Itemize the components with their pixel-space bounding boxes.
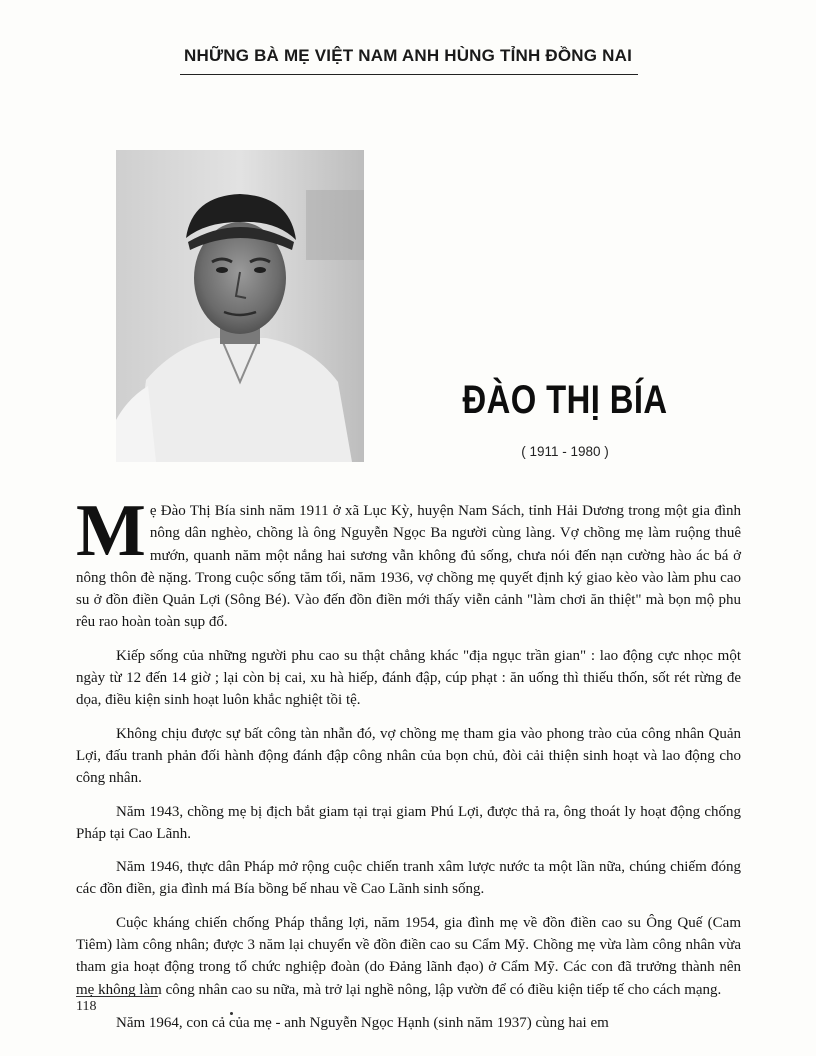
paragraph-text: ẹ Đào Thị Bía sinh năm 1911 ở xã Lục Kỳ, huyện Nam Sách, tỉnh Hải Dương trong một gia đình nông dân nghèo, chồng là ông Nguyễn Ngọc Ba người cùng làng. Vợ chồng mẹ làm ruộng thuê mướn, quanh năm một nắng hai sương vẫn không đủ sống, chưa nói đến nạn cường hào ác bá ở nông thôn đè nặng. Trong cuộc sống tăm tối, năm 1936, vợ chồng mẹ quyết định ký giao kèo vào làm phu cao su ở đồn điền Quản Lợi (Sông Bé). Vào đến đồn điền mới thấy viễn cảnh "làm chơi ăn thiệt" mà bọn mộ phu rêu rao hoàn toàn sụp đổ. — [76, 503, 741, 631]
paragraph — [76, 490, 741, 634]
article-body — [76, 490, 741, 1045]
scan-speck — [230, 1012, 233, 1015]
subject-name: ĐÀO THỊ BÍA — [462, 378, 668, 422]
portrait-photo — [116, 150, 364, 462]
paragraph: Cuộc kháng chiến chống Pháp thắng lợi, năm 1954, gia đình mẹ về đồn điền cao su Ông Quế (Cam Tiêm) làm công nhân; được 3 năm lại chuyển về đồn điền cao su Cẩm Mỹ. Chồng mẹ vừa làm công nhân vừa tham gia hoạt động trong tổ chức nghiệp đoàn (do Đảng lãnh đạo) ở Cẩm Mỹ. Các con đã trưởng thành nên mẹ không làm công nhân cao su nữa, mà trở lại nghề nông, lập vườn để có điều kiện tiếp tế cho cách mạng. — [76, 914, 741, 998]
paragraph: Năm 1964, con cả của mẹ - anh Nguyễn Ngọc Hạnh (sinh năm 1937) cùng hai em — [116, 1014, 609, 1031]
running-header: NHỮNG BÀ MẸ VIỆT NAM ANH HÙNG TỈNH ĐỒNG NAI — [183, 46, 632, 65]
page-number: 118 — [76, 999, 97, 1014]
header-rule — [180, 74, 638, 75]
drop-cap: M — [76, 490, 146, 572]
paragraph: Năm 1946, thực dân Pháp mở rộng cuộc chiến tranh xâm lược nước ta một lần nữa, chúng chiếm đóng các đồn điền, gia đình má Bía bồng bế nhau về Cao Lãnh sinh sống. — [76, 859, 741, 898]
footer-rule — [76, 996, 158, 997]
subject-years: ( 1911 - 1980 ) — [521, 444, 609, 459]
paragraph: Năm 1943, chồng mẹ bị địch bắt giam tại trại giam Phú Lợi, được thả ra, ông thoát ly hoạt động chống Pháp tại Cao Lãnh. — [76, 803, 741, 842]
paragraph: Kiếp sống của những người phu cao su thật chẳng khác "địa ngục trần gian" : lao động cực nhọc một ngày từ 12 đến 14 giờ ; lại còn bị cai, xu hà hiếp, đánh đập, cúp phạt : ăn uống thì thiếu thốn, sốt rét rừng đe dọa, điều kiện sinh hoạt luôn khắc nghiệt tồi tệ. — [76, 647, 741, 709]
paragraph: Không chịu được sự bất công tàn nhẫn đó, vợ chồng mẹ tham gia vào phong trào của công nhân Quản Lợi, đấu tranh phản đối hành động đánh đập công nhân của bọn chủ, đòi cải thiện sinh hoạt và lao động cho công nhân. — [76, 725, 741, 787]
portrait-illustration — [116, 150, 364, 462]
